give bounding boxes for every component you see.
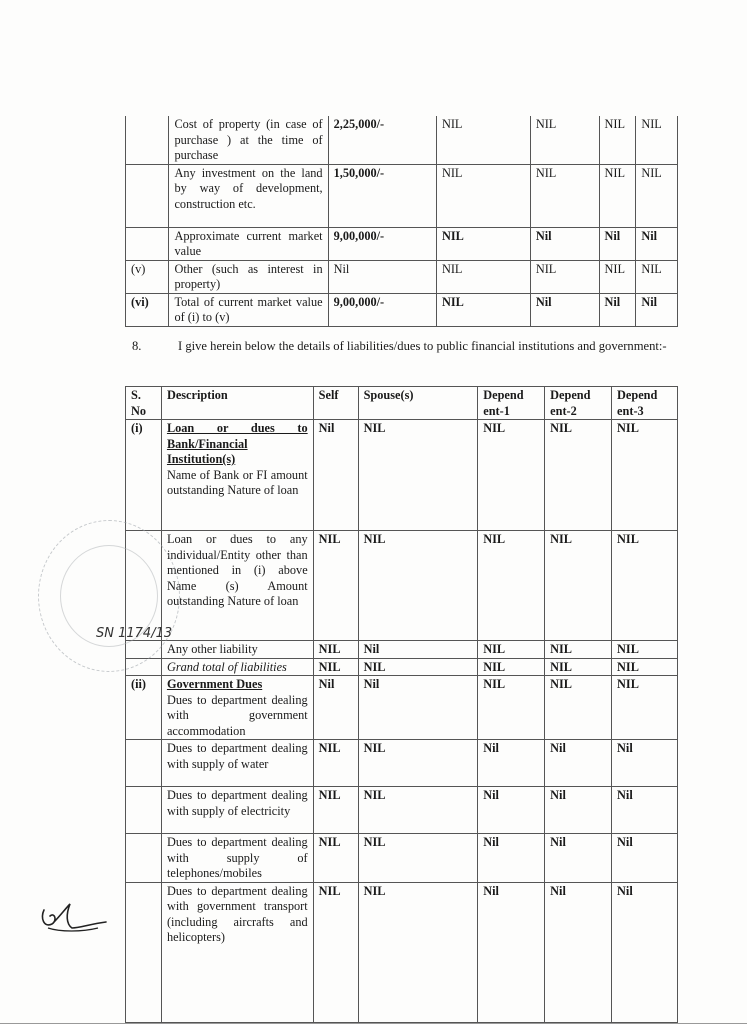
dependent-1-value: NIL [478,676,545,740]
row-number [126,227,169,260]
dependent-2-value: NIL [545,658,612,676]
dependent-1-value: Nil [530,293,599,326]
paragraph-text: I give herein below the details of liabilities/dues to public financial institutions and government:- [178,339,667,353]
spouse-value: NIL [436,227,530,260]
self-value: Nil [313,420,358,531]
row-description: Any investment on the land by way of development, construction etc. [169,164,328,227]
row-description [161,676,313,740]
row-description: Dues to department dealing with supply of telephones/mobiles [161,834,313,883]
row-description: Approximate current market value [169,227,328,260]
dependent-3-value: Nil [636,293,678,326]
dependent-1-value: NIL [530,164,599,227]
dependent-1-value: NIL [530,260,599,293]
spouse-value: NIL [358,531,478,641]
liabilities-table [125,386,678,1023]
row-description: Loan or dues to any individual/Entity other than mentioned in (i) above Name (s) Amount outstanding Nature of loan [161,531,313,641]
dependent-2-value: Nil [545,787,612,834]
header-self: Self [313,387,358,420]
dependent-2-value: Nil [545,882,612,1022]
row-description: Total of current market value of (i) to (v) [169,293,328,326]
dependent-1-value: NIL [478,641,545,659]
dependent-1-value: Nil [530,227,599,260]
dependent-2-value: Nil [545,834,612,883]
header-sno: S. No [126,387,162,420]
self-value: 2,25,000/- [328,116,436,164]
dependent-1-value: Nil [478,882,545,1022]
self-value: NIL [313,787,358,834]
dependent-1-value: Nil [478,740,545,787]
table-row [126,740,678,787]
spouse-value: Nil [358,641,478,659]
table-row [126,420,678,531]
spouse-value: NIL [358,740,478,787]
row-number: (vi) [126,293,169,326]
row-heading: Loan or dues to Bank/Financial Institution(s) [166,421,308,466]
dependent-3-value: Nil [636,227,678,260]
spouse-value: NIL [358,834,478,883]
dependent-1-value: NIL [478,658,545,676]
dependent-1-value: Nil [478,787,545,834]
spouse-value: NIL [436,164,530,227]
dependent-3-value: NIL [612,420,678,531]
spouse-value: NIL [358,420,478,531]
table-row [126,293,678,326]
row-number [126,740,162,787]
table-row [126,834,678,883]
table-row [126,641,678,659]
self-value: NIL [313,882,358,1022]
dependent-2-value: Nil [599,293,636,326]
row-number: (v) [126,260,169,293]
spouse-value: NIL [436,260,530,293]
spouse-value: NIL [436,293,530,326]
row-number [126,116,169,164]
spouse-value: NIL [358,658,478,676]
table-row [126,116,678,164]
paragraph-number: 8. [132,339,142,353]
table-row [126,658,678,676]
header-dependent-1: Depend ent-1 [478,387,545,420]
row-number [126,882,162,1022]
dependent-2-value: NIL [545,676,612,740]
dependent-2-value: NIL [599,260,636,293]
row-number [126,164,169,227]
dependent-2-value: NIL [545,641,612,659]
table-row [126,227,678,260]
dependent-2-value: NIL [545,420,612,531]
row-detail: Name of Bank or FI amount outstanding Nature of loan [166,467,308,497]
dependent-3-value: NIL [636,116,678,164]
dependent-2-value: Nil [599,227,636,260]
self-value: Nil [328,260,436,293]
dependent-2-value: NIL [599,116,636,164]
self-value: 9,00,000/- [328,227,436,260]
dependent-3-value: Nil [612,740,678,787]
dependent-2-value: NIL [545,531,612,641]
dependent-1-value: NIL [530,116,599,164]
spouse-value: Nil [358,676,478,740]
spouse-value: NIL [436,116,530,164]
signature-mark [36,898,116,938]
header-dependent-2: Depend ent-2 [545,387,612,420]
header-spouse: Spouse(s) [358,387,478,420]
dependent-3-value: NIL [612,641,678,659]
header-dependent-3: Depend ent-3 [612,387,678,420]
row-description: Any other liability [161,641,313,659]
table-row [126,164,678,227]
spouse-value: NIL [358,882,478,1022]
row-heading: Government Dues [166,677,263,691]
dependent-3-value: NIL [636,164,678,227]
table-row [126,787,678,834]
row-description [161,420,313,531]
row-number [126,787,162,834]
dependent-3-value: Nil [612,787,678,834]
self-value: NIL [313,658,358,676]
dependent-3-value: NIL [612,658,678,676]
row-description: Dues to department dealing with government transport (including aircrafts and helicopters) [161,882,313,1022]
header-description: Description [161,387,313,420]
dependent-3-value: NIL [636,260,678,293]
row-number: (ii) [126,676,162,740]
table-row [126,531,678,641]
dependent-3-value: NIL [612,531,678,641]
dependent-1-value: NIL [478,420,545,531]
dependent-2-value: Nil [545,740,612,787]
self-value: NIL [313,740,358,787]
dependent-2-value: NIL [599,164,636,227]
spouse-value: NIL [358,787,478,834]
table-row [126,676,678,740]
row-detail: Dues to department dealing with government accommodation [166,692,308,738]
row-description: Cost of property (in case of purchase ) at the time of purchase [169,116,328,164]
dependent-3-value: Nil [612,882,678,1022]
dependent-1-value: NIL [478,531,545,641]
row-description: Grand total of liabilities [161,658,313,676]
self-value: Nil [313,676,358,740]
self-value: NIL [313,834,358,883]
property-table [125,116,678,327]
row-number: (i) [126,420,162,531]
row-description: Dues to department dealing with supply of water [161,740,313,787]
dependent-3-value: NIL [612,676,678,740]
table-row [126,260,678,293]
dependent-1-value: Nil [478,834,545,883]
table-row [126,882,678,1022]
dependent-3-value: Nil [612,834,678,883]
self-value: 1,50,000/- [328,164,436,227]
liabilities-paragraph [132,338,692,354]
self-value: 9,00,000/- [328,293,436,326]
self-value: NIL [313,641,358,659]
stamp-serial-number: SN 1174/13 [96,626,173,641]
row-number [126,834,162,883]
row-description: Dues to department dealing with supply of electricity [161,787,313,834]
self-value: NIL [313,531,358,641]
table-header-row [126,387,678,420]
row-description: Other (such as interest in property) [169,260,328,293]
